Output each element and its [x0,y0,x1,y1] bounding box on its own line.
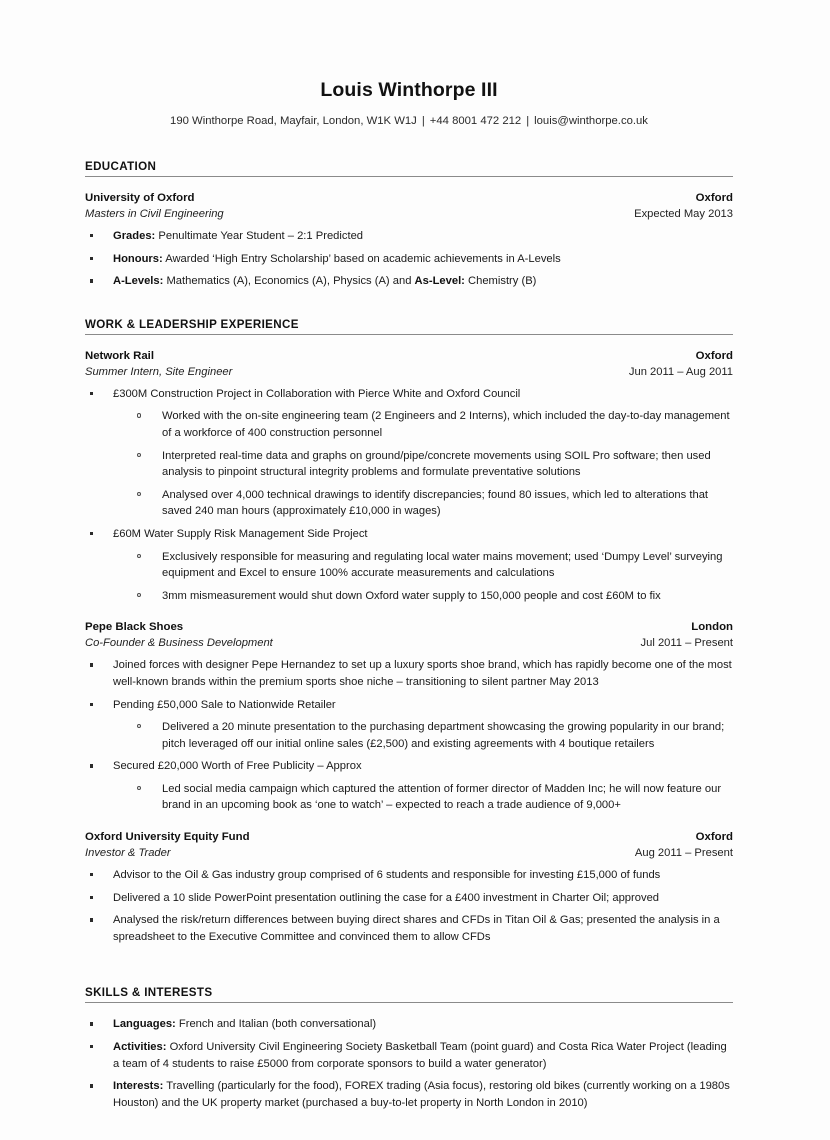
work-entry-subheader [85,846,733,862]
bullet-text: Secured £20,000 Worth of Free Publicity – Approx [113,760,362,773]
list-item [85,251,733,268]
list-item: Advisor to the Oil & Gas industry group comprised of 6 students and responsible for investing £15,000 of funds [85,867,733,884]
list-item [85,697,733,753]
work-entry-subheader [85,365,733,381]
contact-email: louis@winthorpe.co.uk [534,115,648,128]
education-entry-header [85,190,733,206]
bullet-text: £300M Construction Project in Collaboration with Pierce White and Oxford Council [113,387,521,400]
work-entry-header [85,348,733,364]
work-entry-pepe-black-shoes [85,619,733,814]
page-title: Louis Winthorpe III [320,79,498,101]
list-item [85,273,733,290]
section-work-experience [85,318,733,946]
bullet-text: Mathematics (A), Economics (A), Physics (A) and [163,275,415,288]
bullet-label: Interests: [113,1080,164,1093]
list-item: Analysed the risk/return differences between buying direct shares and CFDs in Titan Oil & Gas; presented the analysis in a spreadsheet to the Executive Committee and convinced them to allow CFDs [85,912,733,945]
contact-line [85,115,733,129]
work-entry-oxford-equity-fund [85,829,733,945]
education-location: Oxford [695,191,733,204]
bullet-text: Oxford University Civil Engineering Society Basketball Team (point guard) and Costa Rica Water Project (leading a team of 4 students to raise £5000 from corporate sponsors to build a water generator) [113,1040,727,1070]
work-entry-subheader [85,636,733,652]
bullet-text: £60M Water Supply Risk Management Side Project [113,527,368,540]
work-bullet-list [85,657,733,814]
list-item [85,1039,733,1072]
list-item [85,386,733,520]
list-item: 3mm mismeasurement would shut down Oxford water supply to 150,000 people and cost £60M to fix [113,588,733,605]
education-degree: Masters in Civil Engineering [85,208,224,221]
bullet-label: Languages: [113,1018,176,1031]
list-item: Delivered a 10 slide PowerPoint presentation outlining the case for a £400 investment in Charter Oil; approved [85,890,733,907]
bullet-label: A-Levels: [113,275,164,288]
list-item: Joined forces with designer Pepe Hernandez to set up a luxury sports shoe brand, which has rapidly become one of the most well-known brands within the premium sports shoe niche – transitioning to silent partner May 2013 [85,657,733,690]
education-dates: Expected May 2013 [634,208,733,221]
work-entry-header [85,619,733,635]
work-role: Co-Founder & Business Development [85,637,273,650]
list-item: Exclusively responsible for measuring and regulating local water mains movement; used ‘Dumpy Level’ surveying equipment and Excel to ensure 100% accurate measurements and calculations [113,549,733,582]
contact-separator-2: | [526,115,530,128]
work-dates: Jun 2011 – Aug 2011 [628,366,733,378]
list-item [85,1016,733,1033]
education-institution: University of Oxford [85,191,195,204]
bullet-text: Pending £50,000 Sale to Nationwide Retailer [113,698,336,711]
list-item [85,758,733,814]
contact-address: 190 Winthorpe Road, Mayfair, London, W1K W1J [170,115,417,128]
bullet-label-secondary: As-Level: [414,275,465,288]
section-title-work-experience: WORK & LEADERSHIP EXPERIENCE [85,318,733,335]
work-location: Oxford [695,349,733,362]
list-item: Interpreted real-time data and graphs on ground/pipe/concrete movements using SOIL Pro software; then used analysis to pinpoint structural integrity problems and formulate preventative solutions [113,448,733,481]
work-role: Investor & Trader [85,847,171,860]
work-entry-network-rail [85,348,733,604]
bullet-text: Penultimate Year Student – 2:1 Predicted [155,230,364,243]
bullet-label: Honours: [113,252,163,265]
bullet-text: Awarded ‘High Entry Scholarship’ based on academic achievements in A-Levels [162,252,561,265]
work-dates: Aug 2011 – Present [634,847,733,860]
education-entry [85,190,733,290]
education-bullet-list [85,228,733,290]
work-bullet-list [85,386,733,604]
contact-separator-1: | [421,115,425,128]
bullet-text-secondary: Chemistry (B) [464,275,537,288]
list-item: Led social media campaign which captured the attention of former director of Madden Inc; he will now feature our brand in an upcoming book as ‘one to watch’ – expected to reach a trade audience of 9,000+ [113,781,733,814]
work-employer: Network Rail [85,349,154,362]
work-sub-bullet-list [113,549,733,605]
work-sub-bullet-list [113,408,733,519]
work-bullet-list [85,867,733,945]
section-skills-interests [85,986,733,1111]
work-sub-bullet-list [113,719,733,752]
list-item [85,526,733,604]
list-item [85,228,733,245]
list-item: Worked with the on-site engineering team (2 Engineers and 2 Interns), which included the day-to-day management of a workforce of 400 construction personnel [113,408,733,441]
bullet-label: Grades: [113,230,156,243]
work-employer: Oxford University Equity Fund [85,830,250,843]
skills-bullet-list [85,1016,733,1111]
education-entry-subheader [85,207,733,223]
work-dates: Jul 2011 – Present [640,637,733,650]
bullet-text: Travelling (particularly for the food), FOREX trading (Asia focus), restoring old bikes (currently working on a 1980s Houston) and the UK property market (purchased a buy-to-let property in North London in 2010) [113,1080,730,1109]
work-entry-header [85,829,733,845]
list-item: Analysed over 4,000 technical drawings to identify discrepancies; found 80 issues, which led to alterations that saved 240 man hours (approximately £10,000 in wages) [113,487,733,520]
list-item: Delivered a 20 minute presentation to the purchasing department showcasing the growing popularity in our brand; pitch leveraged off our initial online sales (£2,500) and existing agreements with 4 boutique retailers [113,719,733,752]
section-title-education: EDUCATION [85,160,733,177]
section-education [85,160,733,290]
work-role: Summer Intern, Site Engineer [85,366,233,378]
work-location: London [691,621,733,634]
spacer [85,951,733,986]
section-title-skills-interests: SKILLS & INTERESTS [85,986,733,1003]
resume-content [85,80,733,1111]
work-employer: Pepe Black Shoes [85,621,184,634]
spacer [85,296,733,318]
list-item [85,1078,733,1111]
work-sub-bullet-list [113,781,733,814]
work-location: Oxford [695,830,733,843]
bullet-label: Activities: [113,1040,167,1053]
contact-phone: +44 8001 472 212 [429,115,522,128]
bullet-text: French and Italian (both conversational) [175,1018,377,1031]
